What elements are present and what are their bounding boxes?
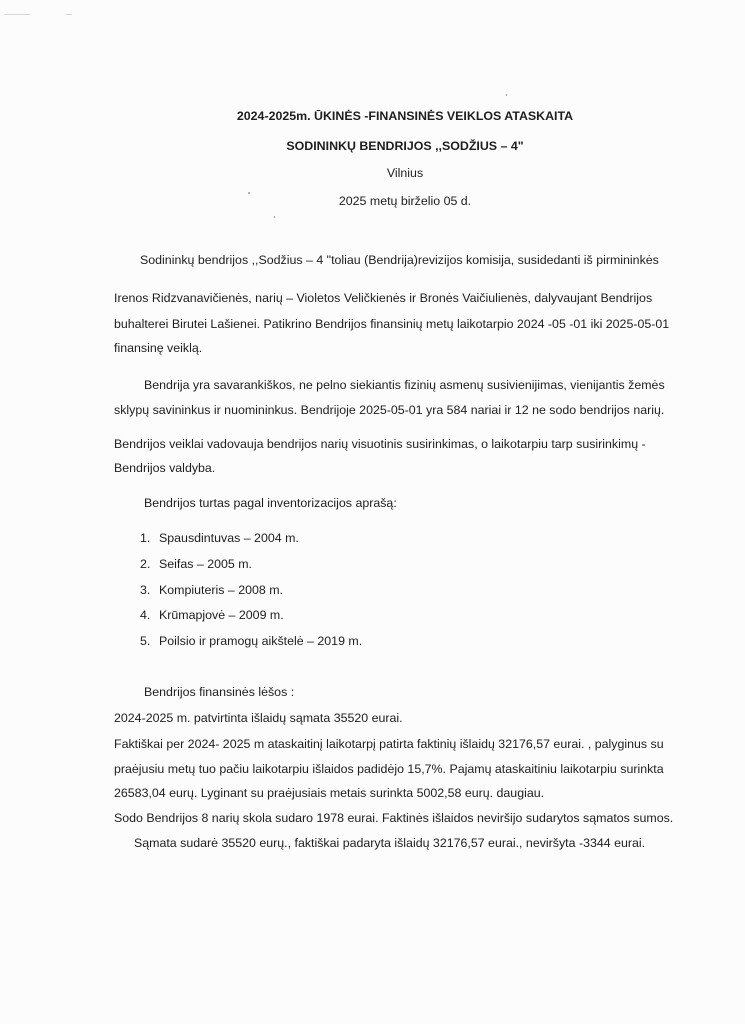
finance-line-2: Faktiškai per 2024- 2025 m ataskaitinį laikotarpį patirta faktinių išlaidų 32176,57 eurai. , palyginus su [114,737,664,751]
intro-line-4: finansinę veiklą. [114,341,203,355]
intro-line-2: Irenos Ridzvanavičienės, narių – Violetos Veličkienės ir Bronės Vaičiulienės, dalyvaujant Bendrijos [114,291,653,305]
asset-list-item [140,634,362,648]
asset-text: Seifas – 2005 m. [159,557,252,571]
finance-line-5: Sodo Bendrijos 8 narių skola sudaro 1978 eurai. Faktinės išlaidos neviršijo sudarytos sąmatos sumos. [114,811,674,825]
about-line-1: Bendrija yra savarankiškos, ne pelno siekiantis fizinių asmenų susivienijimas, vienijantis žemės [144,378,665,392]
report-date: 2025 metų birželio 05 d. [338,194,472,208]
management-line-1: Bendrijos veiklai vadovauja bendrijos narių visuotinis susirinkimas, o laikotarpiu tarp susirinkimų - [114,437,646,451]
finance-heading: Bendrijos finansinės lėšos : [144,685,295,699]
asset-list-item [140,608,284,622]
finance-line-1: 2024-2025 m. patvirtinta išlaidų sąmata 35520 eurai. [114,711,403,725]
scan-artifact [506,94,507,96]
finance-line-6: Sąmata sudarė 35520 eurų., faktiškai padaryta išlaidų 32176,57 eurai., neviršyta -3344 eurai. [134,836,646,850]
scan-artifact [274,216,275,218]
asset-text: Kompiuteris – 2008 m. [159,583,283,597]
list-number: 5. [140,634,151,648]
about-line-2: sklypų savininkus ir nuomininkus. Bendrijoje 2025-05-01 yra 584 nariai ir 12 ne sodo bendrijos narių. [114,403,665,417]
city: Vilnius [386,166,424,180]
asset-text: Krūmapjovė – 2009 m. [159,608,284,622]
finance-line-4: 26583,04 eurų. Lyginant su praėjusiais metais surinkta 5002,58 eurų. daugiau. [114,786,545,800]
asset-list-item [140,583,283,597]
asset-list-item [140,531,299,545]
list-number: 4. [140,608,151,622]
intro-line-1: Sodininkų bendrijos ,,Sodžius – 4 "toliau (Bendrija)revizijos komisija, susidedanti iš pirmininkės [140,253,659,267]
scan-artifact [4,14,30,15]
list-number: 1. [140,531,151,545]
organization-title: SODININKŲ BENDRIJOS ,,SODŽIUS – 4" [286,139,524,153]
assets-heading: Bendrijos turtas pagal inventorizacijos aprašą: [144,496,397,510]
intro-line-3: buhalterei Birutei Lašienei. Patikrino Bendrijos finansinių metų laikotarpio 2024 -05 -01 iki 2025-05-01 [114,317,670,331]
finance-line-3: praėjusiu metų tuo pačiu laikotarpiu išlaidos padidėjo 15,7%. Pajamų ataskaitiniu laikotarpiu surinkta [114,762,664,776]
list-number: 3. [140,583,151,597]
asset-text: Spausdintuvas – 2004 m. [159,531,299,545]
scan-artifact [66,14,72,15]
asset-text: Poilsio ir pramogų aikštelė – 2019 m. [159,634,363,648]
report-title: 2024-2025m. ŪKINĖS -FINANSINĖS VEIKLOS ATASKAITA [236,109,574,123]
management-line-2: Bendrijos valdyba. [114,461,216,475]
list-number: 2. [140,557,151,571]
asset-list-item [140,557,252,571]
